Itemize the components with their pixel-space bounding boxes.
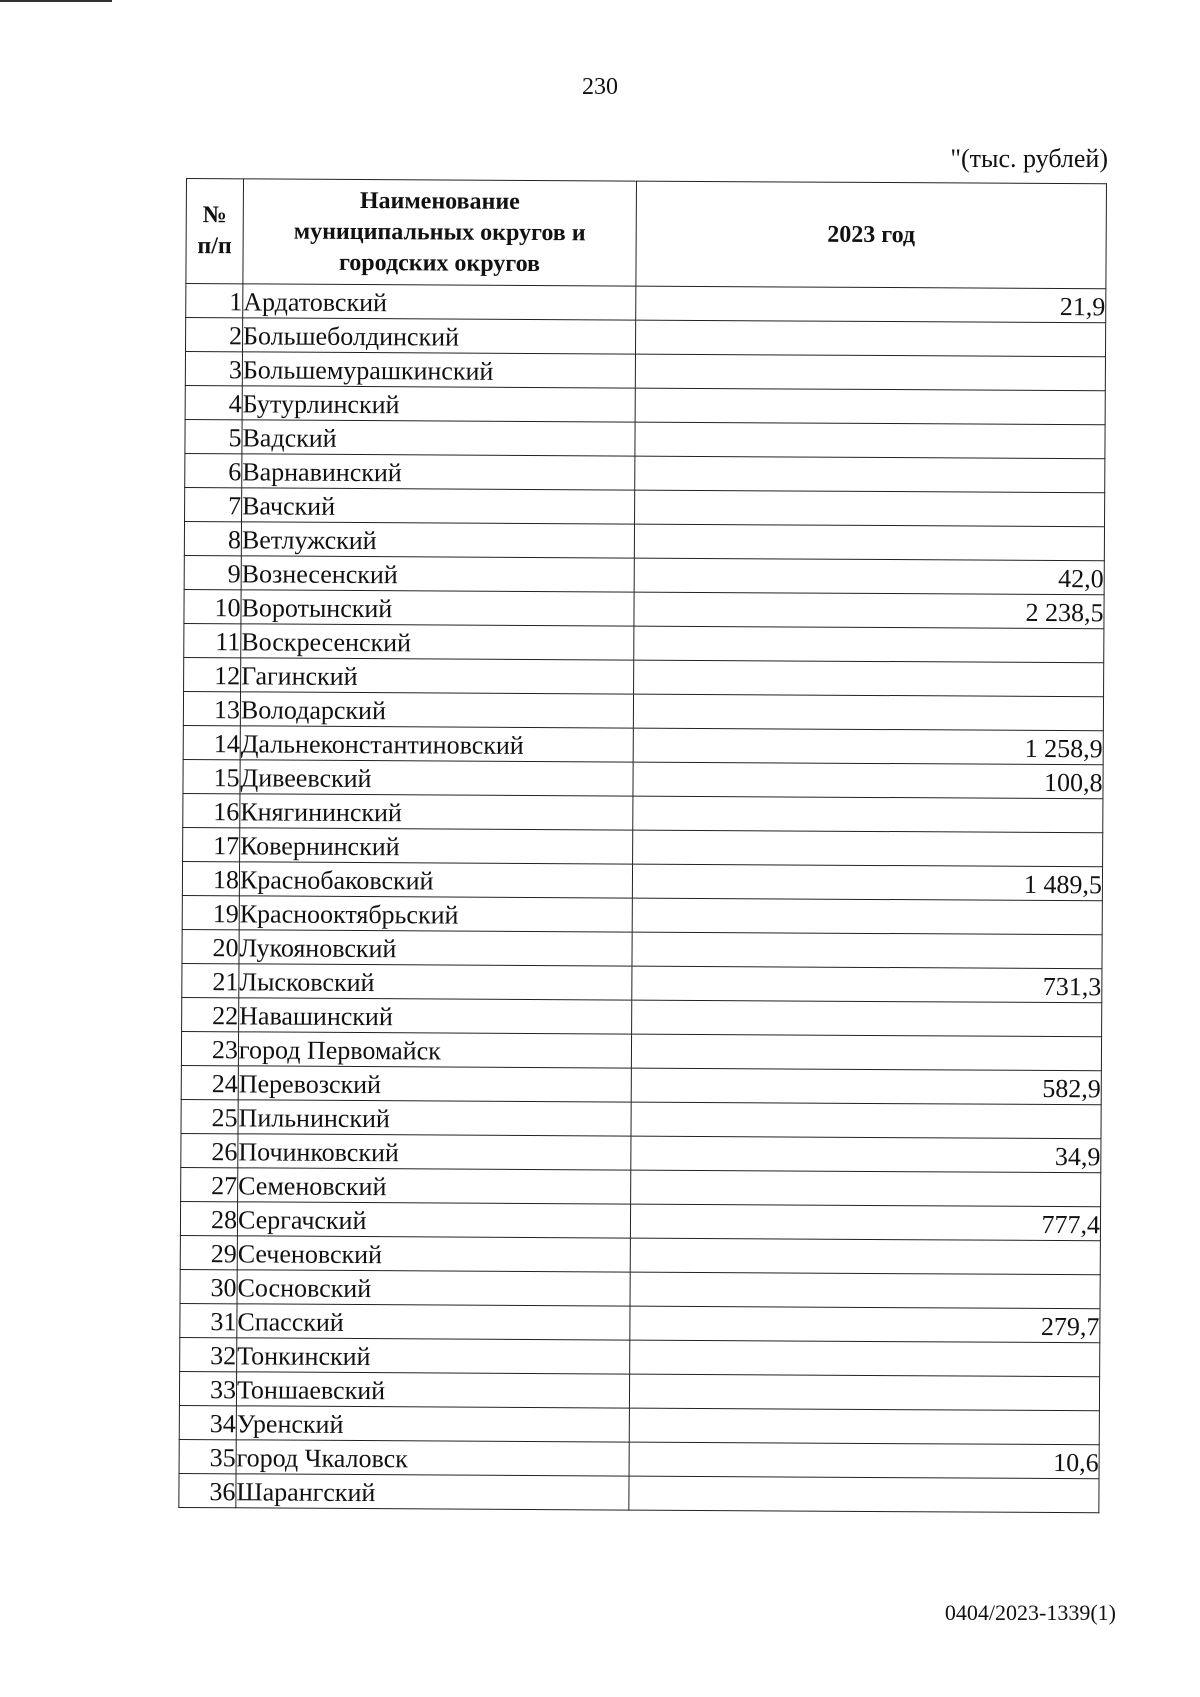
row-number: 32 bbox=[180, 1337, 237, 1371]
row-municipality-name: Перевозский bbox=[238, 1066, 631, 1102]
row-municipality-name: Спасский bbox=[237, 1304, 630, 1340]
row-number: 14 bbox=[183, 725, 240, 759]
row-number: 34 bbox=[179, 1405, 236, 1439]
row-number: 20 bbox=[182, 929, 239, 963]
row-value-2023 bbox=[630, 1272, 1100, 1309]
row-municipality-name: Ветлужский bbox=[241, 522, 634, 558]
row-number: 7 bbox=[185, 487, 242, 521]
row-number: 29 bbox=[180, 1235, 237, 1269]
row-value-2023 bbox=[631, 1102, 1101, 1139]
row-value-2023: 34,9 bbox=[631, 1136, 1101, 1173]
table-row bbox=[180, 1337, 1100, 1376]
row-value-2023 bbox=[633, 830, 1103, 867]
row-number: 17 bbox=[183, 827, 240, 861]
row-value-2023 bbox=[631, 1034, 1101, 1071]
row-municipality-name: Тоншаевский bbox=[236, 1372, 629, 1408]
row-value-2023: 1 258,9 bbox=[633, 728, 1103, 765]
row-municipality-name: Семеновский bbox=[238, 1168, 631, 1204]
row-municipality-name: Лукояновский bbox=[239, 930, 632, 966]
row-value-2023 bbox=[630, 1238, 1100, 1275]
units-label: "(тыс. рублей) bbox=[950, 144, 1108, 173]
budget-table bbox=[178, 178, 1107, 1513]
row-value-2023 bbox=[634, 524, 1104, 561]
row-number: 5 bbox=[185, 419, 242, 453]
row-value-2023: 279,7 bbox=[630, 1306, 1100, 1343]
row-municipality-name: Гагинский bbox=[241, 658, 634, 694]
row-number: 10 bbox=[184, 589, 241, 623]
row-value-2023 bbox=[631, 1170, 1101, 1207]
table-row bbox=[179, 1405, 1099, 1444]
row-value-2023: 2 238,5 bbox=[634, 592, 1104, 629]
row-number: 2 bbox=[186, 318, 243, 352]
row-municipality-name: Дивеевский bbox=[240, 760, 633, 796]
table-row bbox=[185, 487, 1105, 526]
row-value-2023 bbox=[634, 626, 1104, 663]
row-value-2023 bbox=[629, 1476, 1099, 1513]
scan-corner-mark bbox=[0, 0, 112, 5]
row-value-2023 bbox=[635, 456, 1105, 493]
row-number: 22 bbox=[182, 997, 239, 1031]
table-row bbox=[185, 453, 1105, 492]
row-municipality-name: Дальнеконстантиновский bbox=[240, 726, 633, 762]
table-body bbox=[179, 284, 1106, 1513]
row-municipality-name: Краснооктябрьский bbox=[239, 896, 632, 932]
row-municipality-name: Сосновский bbox=[237, 1270, 630, 1306]
row-municipality-name: Починковский bbox=[238, 1134, 631, 1170]
header-name: Наименование муниципальных округов и городских округов bbox=[243, 179, 637, 286]
table-row bbox=[184, 589, 1104, 628]
row-municipality-name: Лысковский bbox=[239, 964, 632, 1000]
row-municipality-name: Тонкинский bbox=[237, 1338, 630, 1374]
row-municipality-name: Краснобаковский bbox=[239, 862, 632, 898]
table-row bbox=[183, 691, 1103, 730]
header-number: № п/п bbox=[186, 179, 244, 284]
table-row bbox=[182, 929, 1102, 968]
row-value-2023: 10,6 bbox=[629, 1442, 1099, 1479]
row-number: 19 bbox=[182, 895, 239, 929]
table-row bbox=[183, 725, 1103, 764]
table-row bbox=[181, 1099, 1101, 1138]
row-number: 13 bbox=[183, 691, 240, 725]
row-number: 35 bbox=[179, 1439, 236, 1473]
row-value-2023 bbox=[633, 796, 1103, 833]
row-number: 1 bbox=[186, 284, 243, 318]
row-municipality-name: Пильнинский bbox=[238, 1100, 631, 1136]
row-value-2023 bbox=[632, 1000, 1102, 1037]
row-number: 25 bbox=[181, 1099, 238, 1133]
row-number: 26 bbox=[181, 1133, 238, 1167]
row-number: 8 bbox=[184, 521, 241, 555]
table-header-row bbox=[186, 179, 1107, 289]
row-value-2023 bbox=[635, 320, 1105, 357]
row-value-2023 bbox=[634, 660, 1104, 697]
row-number: 33 bbox=[179, 1371, 236, 1405]
table-row bbox=[181, 1065, 1101, 1104]
table-row bbox=[180, 1303, 1100, 1342]
table-row bbox=[180, 1235, 1100, 1274]
row-municipality-name: город Чкаловск bbox=[236, 1440, 629, 1476]
table-row bbox=[181, 1133, 1101, 1172]
table-row bbox=[182, 963, 1102, 1002]
row-number: 36 bbox=[179, 1473, 236, 1507]
table-row bbox=[182, 997, 1102, 1036]
row-municipality-name: Княгининский bbox=[240, 794, 633, 830]
row-municipality-name: Володарский bbox=[240, 692, 633, 728]
table-row bbox=[186, 318, 1106, 357]
row-value-2023 bbox=[635, 490, 1105, 527]
row-municipality-name: Большемурашкинский bbox=[242, 352, 635, 388]
row-value-2023 bbox=[635, 354, 1105, 391]
table-row bbox=[179, 1473, 1099, 1512]
row-number: 27 bbox=[181, 1167, 238, 1201]
row-value-2023 bbox=[635, 388, 1105, 425]
row-municipality-name: Бутурлинский bbox=[242, 386, 635, 422]
row-number: 16 bbox=[183, 793, 240, 827]
row-municipality-name: Уренский bbox=[236, 1406, 629, 1442]
table-row bbox=[184, 555, 1104, 594]
row-value-2023: 777,4 bbox=[630, 1204, 1100, 1241]
row-number: 28 bbox=[180, 1201, 237, 1235]
row-municipality-name: Большеболдинский bbox=[242, 318, 635, 354]
header-year: 2023 год bbox=[636, 181, 1107, 289]
row-value-2023: 42,0 bbox=[634, 558, 1104, 595]
document-code: 0404/2023-1339(1) bbox=[944, 1600, 1116, 1625]
row-number: 9 bbox=[184, 555, 241, 589]
table-row bbox=[183, 793, 1103, 832]
row-number: 15 bbox=[183, 759, 240, 793]
row-number: 3 bbox=[185, 352, 242, 386]
row-municipality-name: Навашинский bbox=[239, 998, 632, 1034]
row-value-2023: 582,9 bbox=[631, 1068, 1101, 1105]
row-value-2023: 21,9 bbox=[636, 286, 1106, 323]
row-number: 30 bbox=[180, 1269, 237, 1303]
row-number: 11 bbox=[184, 623, 241, 657]
row-municipality-name: Воротынский bbox=[241, 590, 634, 626]
row-value-2023 bbox=[633, 694, 1103, 731]
table-row bbox=[181, 1031, 1101, 1070]
row-number: 12 bbox=[184, 657, 241, 691]
row-value-2023 bbox=[632, 898, 1102, 935]
table-row bbox=[185, 385, 1105, 424]
page-number: 230 bbox=[582, 74, 618, 100]
table-row bbox=[184, 521, 1104, 560]
row-number: 31 bbox=[180, 1303, 237, 1337]
row-number: 23 bbox=[181, 1031, 238, 1065]
row-municipality-name: Шарангский bbox=[236, 1474, 629, 1510]
table-row bbox=[184, 657, 1104, 696]
row-municipality-name: Воскресенский bbox=[241, 624, 634, 660]
row-value-2023: 1 489,5 bbox=[632, 864, 1102, 901]
row-municipality-name: Сеченовский bbox=[237, 1236, 630, 1272]
row-value-2023 bbox=[630, 1340, 1100, 1377]
row-number: 24 bbox=[181, 1065, 238, 1099]
row-number: 6 bbox=[185, 453, 242, 487]
row-value-2023 bbox=[632, 932, 1102, 969]
row-municipality-name: Сергачский bbox=[237, 1202, 630, 1238]
row-value-2023 bbox=[629, 1374, 1099, 1411]
row-value-2023: 100,8 bbox=[633, 762, 1103, 799]
table-row bbox=[183, 827, 1103, 866]
table-row bbox=[185, 352, 1105, 391]
table-row bbox=[184, 623, 1104, 662]
table-row bbox=[182, 861, 1102, 900]
table-row bbox=[179, 1439, 1099, 1478]
table-row bbox=[186, 284, 1106, 323]
row-value-2023 bbox=[635, 422, 1105, 459]
row-municipality-name: Вознесенский bbox=[241, 556, 634, 592]
row-value-2023: 731,3 bbox=[632, 966, 1102, 1003]
row-number: 4 bbox=[185, 385, 242, 419]
table-row bbox=[179, 1371, 1099, 1410]
row-municipality-name: Вадский bbox=[242, 420, 635, 456]
table-row bbox=[180, 1269, 1100, 1308]
table-row bbox=[185, 419, 1105, 458]
table-row bbox=[180, 1201, 1100, 1240]
row-municipality-name: Ардатовский bbox=[243, 284, 636, 320]
row-value-2023 bbox=[629, 1408, 1099, 1445]
row-municipality-name: Вачский bbox=[242, 488, 635, 524]
table-row bbox=[181, 1167, 1101, 1206]
row-municipality-name: Варнавинский bbox=[242, 454, 635, 490]
table-row bbox=[183, 759, 1103, 798]
row-municipality-name: город Первомайск bbox=[238, 1032, 631, 1068]
row-number: 21 bbox=[182, 963, 239, 997]
row-number: 18 bbox=[182, 861, 239, 895]
row-municipality-name: Ковернинский bbox=[240, 828, 633, 864]
table-row bbox=[182, 895, 1102, 934]
